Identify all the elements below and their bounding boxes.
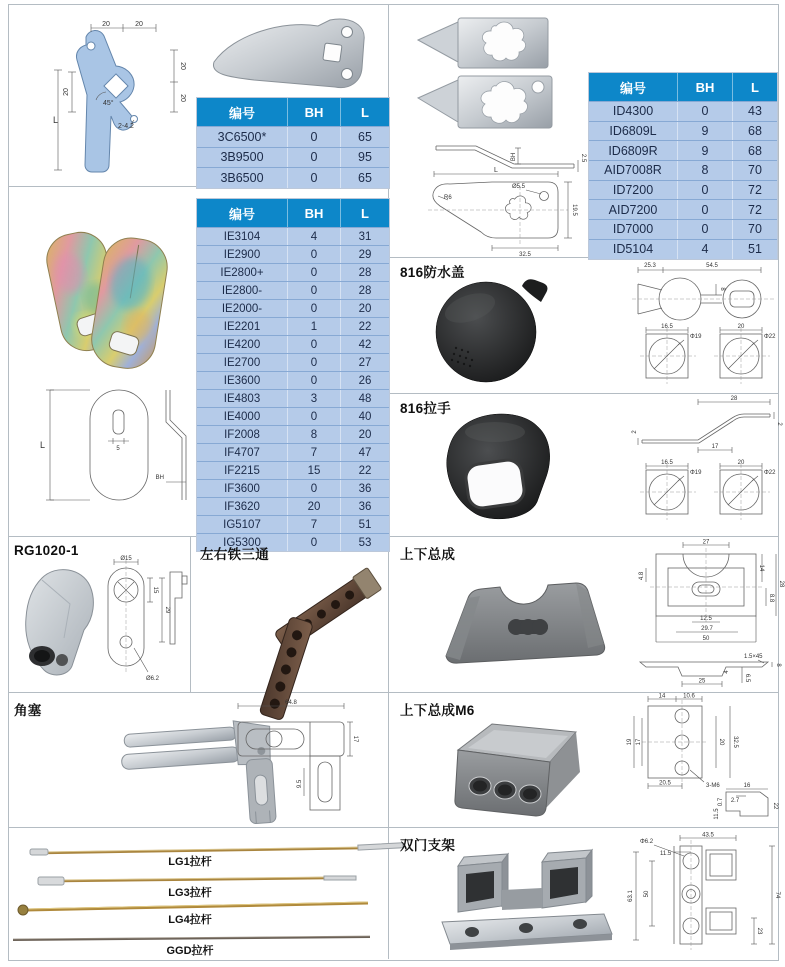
table-body <box>197 126 389 188</box>
part-code: IE2000- <box>221 302 263 315</box>
l-value: 26 <box>340 372 389 389</box>
table-row <box>197 167 389 188</box>
dim-label: 14 <box>658 693 666 700</box>
dim-label: 20 <box>737 460 745 466</box>
dim-label: 16 <box>743 783 751 789</box>
dim-label: 22 <box>772 802 778 810</box>
part-code: 3C6500* <box>217 129 267 144</box>
dim-label: 4.8 <box>639 571 645 581</box>
part-code: ID7000 <box>612 222 654 237</box>
saddle-top-drawing <box>626 538 782 650</box>
dim-label: 54.5 <box>706 263 718 269</box>
dim-label: 25.3 <box>644 263 656 269</box>
table-row <box>197 317 389 335</box>
l-value: 65 <box>340 127 389 147</box>
l-value: 20 <box>340 426 389 443</box>
rod-label-lg3: LG3拉杆 <box>168 887 212 899</box>
l-value: 68 <box>732 141 777 160</box>
part-code: ID4300 <box>612 104 654 119</box>
dim-label: 63.1 <box>628 890 634 902</box>
dim-label: 43.5 <box>702 832 714 839</box>
l-value: 28 <box>340 282 389 299</box>
part-code: IE2800+ <box>220 266 264 279</box>
part-code: IE3104 <box>223 230 261 243</box>
part-code: IE4200 <box>223 338 261 351</box>
double-door-bracket-drawing <box>610 830 782 958</box>
section-title-js: 角塞 <box>14 703 42 718</box>
table-row <box>197 407 389 425</box>
l-value: 47 <box>340 444 389 461</box>
dim-label: 5 <box>116 446 120 452</box>
bracket-tube-2 <box>542 850 592 908</box>
dim-label: 74 <box>774 891 780 899</box>
part-code: ID6809L <box>609 124 657 139</box>
table-row <box>589 199 777 219</box>
part-code: IE4000 <box>223 410 261 423</box>
bh-value: 0 <box>677 102 732 121</box>
corner-plug-drawing <box>230 698 358 820</box>
grid-line <box>8 536 779 537</box>
table-row <box>197 299 389 317</box>
table-row <box>589 160 777 180</box>
dim-label: 64.8 <box>285 700 297 706</box>
m6-part-photo <box>428 712 598 824</box>
dim-label: 25 <box>698 678 706 685</box>
table-row <box>197 147 389 168</box>
dim-label: 17 <box>352 735 358 743</box>
part-code: IE2900 <box>223 248 261 261</box>
bh-value: 4 <box>677 240 732 259</box>
double-door-bracket-photo <box>428 848 618 956</box>
table-header <box>589 73 777 101</box>
table-body <box>197 227 389 551</box>
bh-value: 1 <box>287 318 340 335</box>
dim-label: 1.5×45 <box>744 654 763 660</box>
cam-bracket-photo <box>206 10 378 98</box>
l-value: 20 <box>340 300 389 317</box>
rg-part-photo <box>12 560 104 682</box>
bh-value: 7 <box>287 444 340 461</box>
waterproof-cap-photo <box>428 272 553 384</box>
section-title-rg: RG1020-1 <box>14 543 79 558</box>
dim-label: R6 <box>444 195 452 201</box>
l-value: 51 <box>340 516 389 533</box>
dim-label: L <box>53 115 59 125</box>
bh-value: 0 <box>287 336 340 353</box>
dim-label: 2 <box>776 422 782 426</box>
bracket-photo-1 <box>418 18 548 68</box>
table-row <box>197 443 389 461</box>
parts-table-3c <box>196 97 390 189</box>
grid-line <box>190 536 191 692</box>
part-code: IE2700 <box>223 356 261 369</box>
section-title-smzj: 双门支架 <box>400 838 456 853</box>
table-row <box>197 389 389 407</box>
dim-label: 12.5 <box>700 616 712 622</box>
dim-label: 11.5 <box>660 851 672 857</box>
dim-label: L <box>494 167 498 174</box>
table-row <box>589 140 777 160</box>
mount-hole-drawings <box>640 458 778 526</box>
l-value: 72 <box>732 200 777 219</box>
dim-label: 29 <box>164 606 170 614</box>
dim-label: 8.8 <box>768 593 774 603</box>
table-row <box>197 335 389 353</box>
bh-value: 0 <box>287 127 340 147</box>
table-header <box>197 199 389 227</box>
dim-label: L <box>40 440 46 450</box>
table-body <box>589 101 777 259</box>
table-row <box>589 101 777 121</box>
l-value: 70 <box>732 161 777 180</box>
dim-label: 8 <box>775 663 781 667</box>
part-code: IG5300 <box>223 536 261 549</box>
dim-label: Φ22 <box>764 470 776 476</box>
l-value: 36 <box>340 498 389 515</box>
col-header: BH <box>287 98 340 126</box>
dim-label: BH <box>155 475 164 481</box>
l-value: 27 <box>340 354 389 371</box>
section-title-sxzc: 上下总成 <box>400 547 456 562</box>
part-code: IF2008 <box>224 428 260 441</box>
dim-label: 9.5 <box>297 779 303 789</box>
bracket-plan-drawing <box>408 166 582 258</box>
table-row <box>197 245 389 263</box>
l-value: 22 <box>340 462 389 479</box>
l-value: 65 <box>340 168 389 188</box>
saddle-part-photo <box>428 560 618 675</box>
bh-value: 4 <box>287 228 340 245</box>
handle-profile-drawing <box>634 394 782 456</box>
bh-value: 8 <box>287 426 340 443</box>
bh-value: 9 <box>677 141 732 160</box>
part-code: IE3600 <box>223 374 261 387</box>
table-row <box>197 479 389 497</box>
dim-label: 29.7 <box>701 626 713 632</box>
l-value: 40 <box>340 408 389 425</box>
table-header <box>197 98 389 126</box>
bracket-photo-2 <box>418 76 552 128</box>
table-row <box>589 219 777 239</box>
bracket-tube-1 <box>458 854 508 912</box>
dim-label: 2 <box>632 430 638 434</box>
l-value: 22 <box>340 318 389 335</box>
corner-bracket-photos <box>412 12 584 130</box>
table-row <box>197 263 389 281</box>
dim-label: Φ19 <box>690 470 702 476</box>
bh-value: 0 <box>287 300 340 317</box>
dim-label: 11.5 <box>714 808 720 820</box>
part-code: ID5104 <box>612 242 654 257</box>
dim-label: 20 <box>737 324 745 330</box>
l-value: 31 <box>340 228 389 245</box>
table-row <box>197 425 389 443</box>
cam-plate-drawing <box>28 380 190 512</box>
table-row <box>197 227 389 245</box>
bh-value: 20 <box>287 498 340 515</box>
col-header: BH <box>287 199 340 227</box>
dim-label: 27 <box>702 539 710 546</box>
bh-value: 0 <box>287 408 340 425</box>
dim-label: 17 <box>636 738 642 746</box>
part-code: ID7200 <box>612 183 654 198</box>
col-header: BH <box>677 73 732 101</box>
bh-value: 0 <box>677 220 732 239</box>
table-row <box>197 497 389 515</box>
bh-value: 7 <box>287 516 340 533</box>
dim-label: 28 <box>778 580 784 588</box>
table-row <box>197 281 389 299</box>
dim-label: 20 <box>179 94 186 102</box>
tee-connector-photo <box>238 550 373 688</box>
part-code: IF2215 <box>224 464 260 477</box>
part-code: IG5107 <box>223 518 261 531</box>
bh-value: 9 <box>677 122 732 141</box>
bh-value: 3 <box>287 390 340 407</box>
dim-label: 19 <box>627 738 633 746</box>
l-value: 95 <box>340 148 389 168</box>
dim-label: Φ22 <box>764 334 776 340</box>
dim-label: 20 <box>718 738 724 746</box>
bh-value: 0 <box>677 200 732 219</box>
bh-value: 0 <box>287 282 340 299</box>
section-title-lsh: 816拉手 <box>400 401 452 416</box>
dim-label: 10.6 <box>683 693 695 700</box>
mount-hole-drawings <box>640 322 778 390</box>
bh-value: 0 <box>287 148 340 168</box>
dim-label: 45° <box>103 100 114 107</box>
l-value: 29 <box>340 246 389 263</box>
dim-label: 14 <box>758 564 764 572</box>
part-code: 3B6500 <box>220 170 264 185</box>
part-code: IF4707 <box>224 446 260 459</box>
rg-drawing <box>94 556 188 688</box>
dim-label: 20 <box>135 21 143 28</box>
bh-value: 0 <box>287 534 340 551</box>
bh-value: 0 <box>287 246 340 263</box>
bh-value: 0 <box>677 181 732 200</box>
waterproof-cap-drawing <box>630 260 782 320</box>
part-code: 3B9500 <box>220 150 264 165</box>
part-code: IF3620 <box>224 500 260 513</box>
part-code: AID7008R <box>604 163 662 178</box>
l-value: 28 <box>340 264 389 281</box>
dim-label: 2.5 <box>580 153 586 163</box>
dim-label: 15 <box>152 586 158 594</box>
bh-value: 0 <box>287 264 340 281</box>
m6-drawing <box>606 692 780 824</box>
table-row <box>589 121 777 141</box>
dim-label: 32.5 <box>519 252 531 258</box>
col-header: 编号 <box>228 206 255 222</box>
rod-label-lg4: LG4拉杆 <box>168 914 212 926</box>
table-row <box>197 371 389 389</box>
l-value: 43 <box>732 102 777 121</box>
rod-label-ggd: GGD拉杆 <box>166 945 214 957</box>
dim-label: Φ19 <box>690 334 702 340</box>
dim-label: 16.5 <box>661 460 673 466</box>
dim-label: 50 <box>644 890 650 898</box>
dim-label: 0.7 <box>718 797 724 807</box>
col-header: 编号 <box>228 105 255 121</box>
grid-line <box>8 827 779 828</box>
dim-label: 19.5 <box>571 204 577 216</box>
rod-label-lg1: LG1拉杆 <box>168 856 212 868</box>
table-row <box>197 126 389 147</box>
dim-label: 28 <box>730 396 738 402</box>
dim-label: 2.7 <box>730 798 740 804</box>
table-row <box>197 353 389 371</box>
col-header: L <box>340 98 389 126</box>
part-code: IF3600 <box>224 482 260 495</box>
dim-label: 2-4.2 <box>118 123 134 130</box>
dim-label: Φ6.2 <box>640 839 654 845</box>
table-row <box>197 515 389 533</box>
dim-label: 20 <box>179 62 186 70</box>
dim-label: 4 <box>724 670 730 674</box>
part-code: IE4803 <box>223 392 261 405</box>
section-title-m6: 上下总成M6 <box>400 703 475 718</box>
bh-value: 8 <box>677 161 732 180</box>
bh-value: 0 <box>287 354 340 371</box>
dim-label: Ø15 <box>120 556 132 562</box>
dim-label: Ø6.2 <box>146 676 160 682</box>
l-value: 42 <box>340 336 389 353</box>
dim-label: 8 <box>719 287 725 291</box>
dim-label: Ø5.5 <box>512 184 526 190</box>
saddle-side-drawing <box>626 650 782 690</box>
dim-label: 32.5 <box>732 736 738 748</box>
l-value: 70 <box>732 220 777 239</box>
l-value: 68 <box>732 122 777 141</box>
dim-label: 16.5 <box>661 324 673 330</box>
bh-value: 0 <box>287 168 340 188</box>
table-row <box>197 461 389 479</box>
dim-label: 50 <box>702 636 710 642</box>
part-code: ID6809R <box>608 143 658 158</box>
l-value: 51 <box>732 240 777 259</box>
dim-label: 3-M6 <box>706 783 720 789</box>
col-header: 编号 <box>619 80 646 96</box>
dim-label: BH <box>511 152 517 162</box>
l-value: 72 <box>732 181 777 200</box>
dim-label: 23 <box>756 927 762 935</box>
col-header: L <box>340 199 389 227</box>
dim-label: 20.5 <box>659 780 671 787</box>
l-value: 48 <box>340 390 389 407</box>
l-value: 53 <box>340 534 389 551</box>
section-title-fsg: 816防水盖 <box>400 265 465 280</box>
parts-table-ie <box>196 198 390 552</box>
bh-value: 0 <box>287 372 340 389</box>
bh-value: 15 <box>287 462 340 479</box>
parts-table-id <box>588 72 778 260</box>
part-code: IE2201 <box>223 320 261 333</box>
dim-label: 6.5 <box>744 673 750 683</box>
table-row <box>589 180 777 200</box>
dim-label: 20 <box>102 21 110 28</box>
col-header: L <box>732 73 777 101</box>
section-title-tee: 左右铁三通 <box>200 547 269 562</box>
bh-value: 0 <box>287 480 340 497</box>
handle-photo <box>425 408 565 530</box>
dim-label: 20 <box>63 88 70 96</box>
part-code: IE2800- <box>221 284 263 297</box>
l-value: 36 <box>340 480 389 497</box>
table-row <box>589 239 777 259</box>
cam-plates-photo <box>16 220 192 362</box>
corner-cam-drawing <box>46 20 194 178</box>
part-code: AID7200 <box>608 202 658 217</box>
dim-label: 17 <box>711 444 719 450</box>
